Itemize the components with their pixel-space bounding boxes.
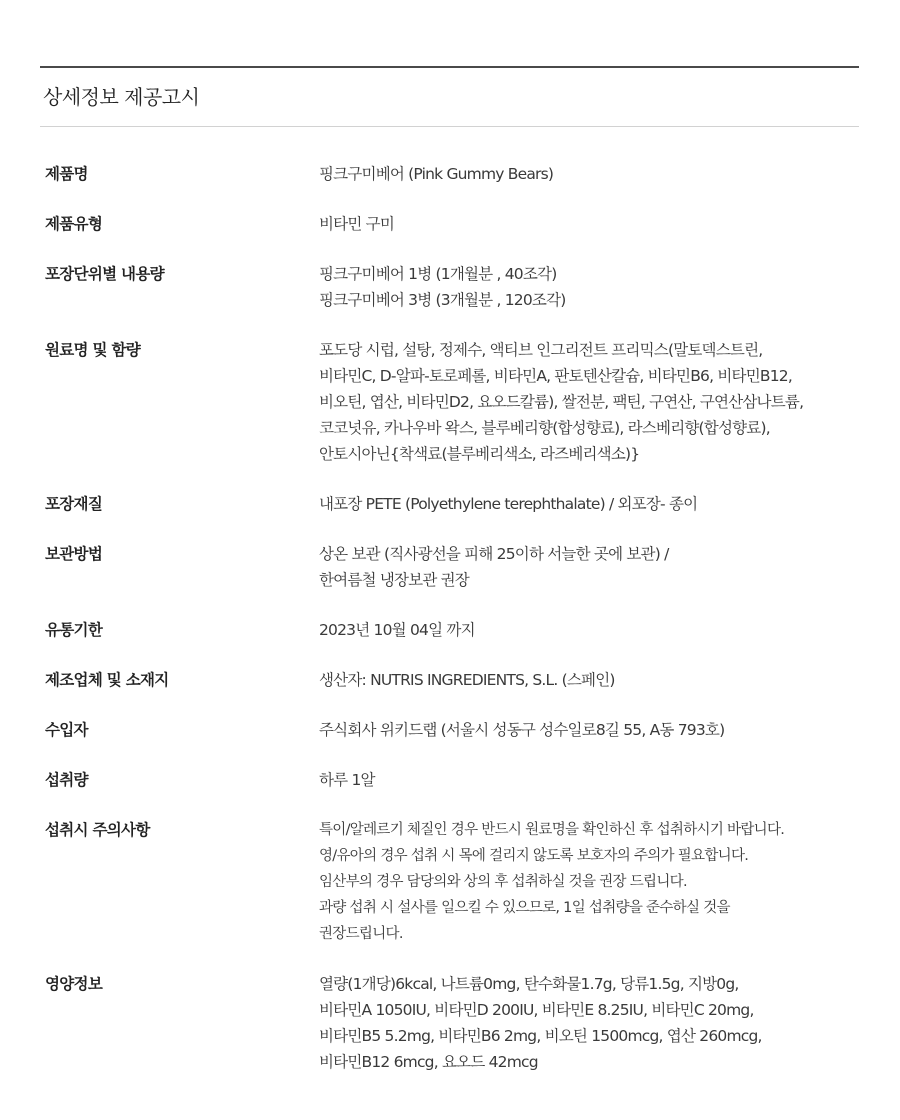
value-line: 내포장 PETE (Polyethylene terephthalate) / 외포장- 종이 [319,495,698,513]
row-value [319,337,859,467]
row-label: 제품유형 [45,215,103,233]
value-line: 비오틴, 엽산, 비타민D2, 요오드칼륨), 쌀전분, 팩틴, 구연산, 구연산삼나트륨, [319,393,804,411]
row-value [319,211,859,237]
value-line: 과량 섭취 시 설사를 일으킬 수 있으므로, 1일 섭취량을 준수하실 것을 [319,900,730,916]
value-line: 상온 보관 (직사광선을 피해 25이하 서늘한 곳에 보관) / [319,545,669,563]
row-label: 수입자 [45,721,88,739]
row-label: 제품명 [45,165,88,183]
value-line: 비타민C, D-알파-토로페롤, 비타민A, 판토텐산칼슘, 비타민B6, 비타민B12, [319,367,792,385]
value-line: 2023년 10월 04일 까지 [319,621,475,639]
value-line: 포도당 시럽, 설탕, 정제수, 액티브 인그리전트 프리믹스(말토덱스트린, [319,341,763,359]
info-row-package-contents [40,261,859,313]
row-value [319,541,859,593]
value-line: 생산자: NUTRIS INGREDIENTS, S.L. (스페인) [319,671,615,689]
value-line: 핑크구미베어 3병 (3개월분 , 120조각) [319,291,566,309]
info-row-product-type [40,211,859,237]
info-table [40,161,859,1099]
value-line: 핑크구미베어 1병 (1개월분 , 40조각) [319,265,557,283]
value-line: 비타민B5 5.2mg, 비타민B6 2mg, 비오틴 1500mcg, 엽산 260mcg, [319,1027,762,1045]
info-row-manufacturer [40,667,859,693]
row-label: 섭취시 주의사항 [45,821,150,839]
value-line: 비타민B12 6mcg, 요오드 42mcg [319,1053,538,1071]
value-line: 코코넛유, 카나우바 왁스, 블루베리향(합성향료), 라스베리향(합성향료), [319,419,770,437]
row-label: 원료명 및 함량 [45,341,141,359]
info-row-intake [40,767,859,793]
value-line: 핑크구미베어 (Pink Gummy Bears) [319,165,554,183]
row-value [319,261,859,313]
row-value [319,491,859,517]
title-divider [40,126,859,127]
value-line: 권장드립니다. [319,926,403,942]
value-line: 안토시아닌{착색료(블루베리색소, 라즈베리색소)} [319,445,640,463]
row-value [319,717,859,743]
top-divider [40,66,859,68]
row-value [319,667,859,693]
section-title: 상세정보 제공고시 [43,85,200,109]
info-row-product-name [40,161,859,187]
row-value [319,617,859,643]
info-row-packaging-material [40,491,859,517]
row-label: 유통기한 [45,621,103,639]
row-label: 포장재질 [45,495,103,513]
value-line: 특이/알레르기 체질인 경우 반드시 원료명을 확인하신 후 섭취하시기 바랍니다. [319,822,785,838]
row-label: 포장단위별 내용량 [45,265,164,283]
value-line: 비타민 구미 [319,215,394,233]
value-line: 비타민A 1050IU, 비타민D 200IU, 비타민E 8.25IU, 비타민C 20mg, [319,1001,754,1019]
row-value [319,971,859,1075]
info-row-nutrition [40,971,859,1075]
row-label: 영양정보 [45,975,103,993]
value-line: 주식회사 위키드랩 (서울시 성동구 성수일로8길 55, A동 793호) [319,721,725,739]
row-label: 제조업체 및 소재지 [45,671,169,689]
value-line: 영/유아의 경우 섭취 시 목에 걸리지 않도록 보호자의 주의가 필요합니다. [319,848,749,864]
row-label: 보관방법 [45,545,103,563]
row-value [319,767,859,793]
row-value [319,817,859,947]
value-line: 하루 1알 [319,771,375,789]
info-row-ingredients [40,337,859,467]
info-row-expiration [40,617,859,643]
row-value [319,161,859,187]
row-label: 섭취량 [45,771,88,789]
info-row-precautions [40,817,859,947]
value-line: 한여름철 냉장보관 권장 [319,571,469,589]
info-row-storage [40,541,859,593]
value-line: 임산부의 경우 담당의와 상의 후 섭취하실 것을 권장 드립니다. [319,874,687,890]
info-row-importer [40,717,859,743]
value-line: 열량(1개당)6kcal, 나트륨0mg, 탄수화물1.7g, 당류1.5g, 지방0g, [319,975,739,993]
